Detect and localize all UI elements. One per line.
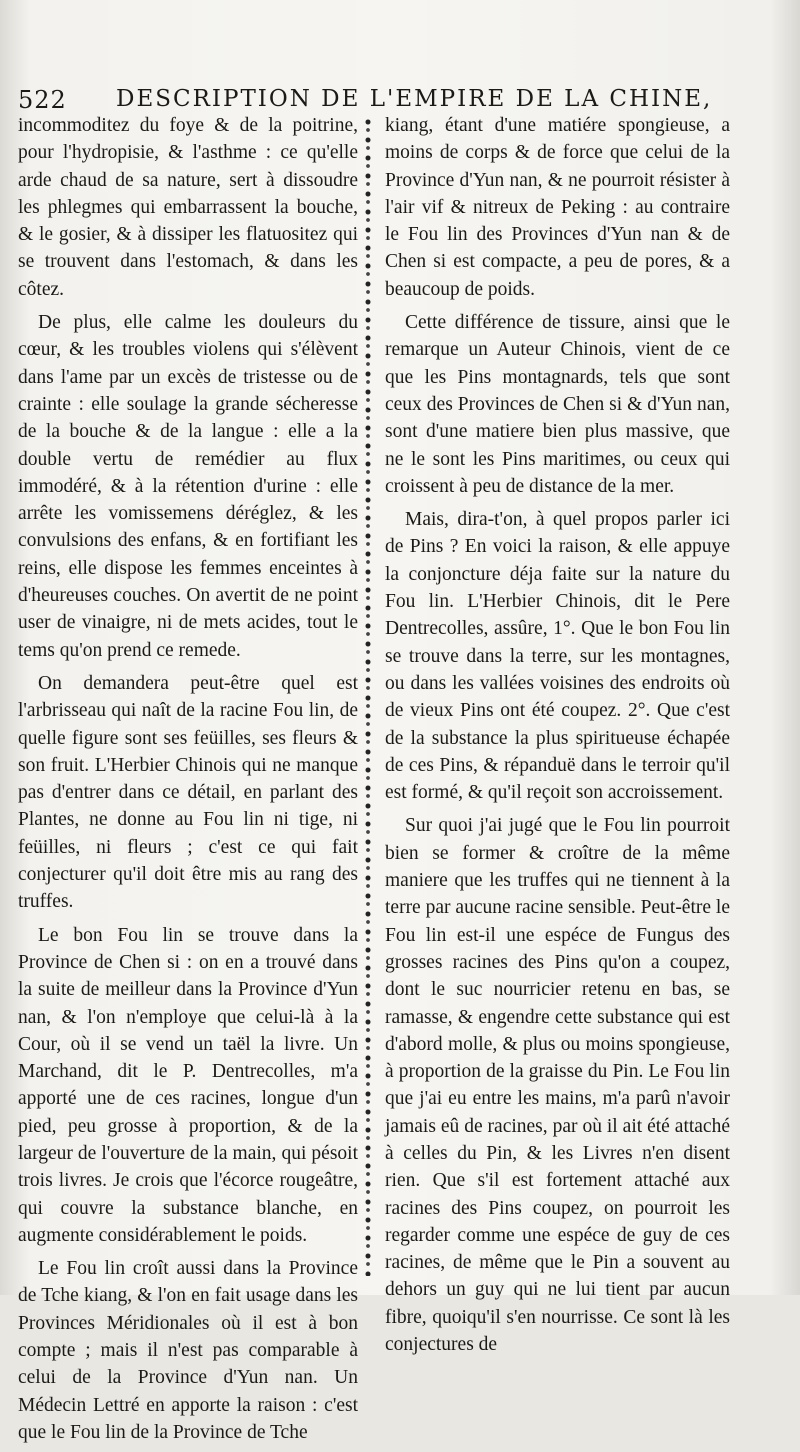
- paragraph: Mais, dira-t'on, à quel propos parler ici de Pins ? En voici la raison, & elle appuye la conjoncture déja faite sur la nature du Fou lin. L'Herbier Chinois, dit le Pere Dentrecolles, assûre, 1°. Que le bon Fou lin se trouve dans la terre, sur les montagnes, ou dans les vallées voisines des endroits où de vieux Pins ont été coupez. 2°. Que c'est de la substance la plus spiritueuse échapée de ces Pins, & répanduë dans le terroir qu'il est formé, & qu'il reçoit son accroissement.: [385, 509, 730, 804]
- left-column: [18, 112, 358, 1452]
- running-title: DESCRIPTION DE L'EMPIRE DE LA CHINE,: [116, 86, 713, 112]
- paragraph: Sur quoi j'ai jugé que le Fou lin pourroit bien se former & croître de la même maniere que les truffes qui ne tiennent à la terre par aucune racine sensible. Peut-être le Fou lin est-il une espéce de Fungus des grosses racines des Pins qu'on a coupez, dont le suc nourricier retenu en bas, se ramasse, & engendre cette substance qui est d'abord molle, & plus ou moins spongieuse, à proportion de la graisse du Pin. Le Fou lin que j'ai eu entre les mains, m'a parû n'avoir jamais eû de racines, par où il ait été attaché à celles du Pin, & les Livres n'en disent rien. Que s'il est fortement attaché aux racines des Pins coupez, on pourroit les regarder comme une espéce de guy de ces racines, de même que le Pin a souvent au dehors un guy qui ne lui tient par aucun fibre, quoiqu'il s'en nourrisse. Ce sont là les conjectures de: [385, 815, 730, 1356]
- page-number: 522: [18, 86, 67, 114]
- paragraph: Cette différence de tissure, ainsi que le remarque un Auteur Chinois, vient de ce que les Pins montagnards, tels que sont ceux des Provinces de Chen si & d'Yun nan, sont d'une matiere bien plus massive, que ne le sont les Pins maritimes, ou ceux qui croissent à peu de distance de la mer.: [385, 312, 730, 497]
- paragraph: Le Fou lin croît aussi dans la Province de Tche kiang, & l'on en fait usage dans les Provinces Méridionales où il est à bon compte ; mais il n'est pas comparable à celui de la Province d'Yun nan. Un Médecin Lettré en apporte la raison : c'est que le Fou lin de la Province de Tche: [18, 1258, 358, 1443]
- paragraph: On demandera peut-être quel est l'arbrisseau qui naît de la racine Fou lin, de quelle figure sont ses feüilles, ses fleurs & son fruit. L'Herbier Chinois qui ne manque pas d'entrer dans ce détail, en parlant des Plantes, ne donne au Fou lin ni tige, ni feüilles, ni fleurs ; c'est ce qui fait conjecturer qu'il doit être mis au rang des truffes.: [18, 672, 358, 913]
- right-column: [385, 112, 730, 1364]
- paragraph: kiang, étant d'une matiére spongieuse, a moins de corps & de force que celui de la Province d'Yun nan, & ne pourroit résister à l'air vif & nitreux de Peking : au contraire le Fou lin des Provinces d'Yun nan & de Chen si est compacte, a peu de pores, & a beaucoup de poids.: [385, 115, 730, 300]
- paragraph: incommoditez du foye & de la poitrine, pour l'hydropisie, & l'asthme : ce qu'elle arde chaud de sa nature, sert à dissoudre les phlegmes qui embarrassent la bouche, & le gosier, & à dissiper les flatuositez qui se trouvent dans l'estomach, & dans les côtez.: [18, 115, 358, 300]
- paragraph: De plus, elle calme les douleurs du cœur, & les troubles violens qui s'élèvent dans l'ame par un excès de tristesse ou de crainte : elle soulage la grande sécheresse de la bouche & de la langue : elle a la double vertu de remédier au flux immodéré, & à la rétention d'urine : elle arrête les vomissemens déréglez, & les convulsions des enfans, & en fortifiant les reins, elle dispose les femmes enceintes à d'heureuses couches. On avertit de ne point user de vinaigre, ni de mets acides, tout le tems qu'on prend ce remede.: [18, 312, 358, 661]
- ornamental-column-divider: [361, 116, 375, 1276]
- paragraph: Le bon Fou lin se trouve dans la Province de Chen si : on en a trouvé dans la suite de meilleur dans la Province d'Yun nan, & l'on n'employe que celui-là à la Cour, où il se vend un taël la livre. Un Marchand, dit le P. Dentrecolles, m'a apporté une de ces racines, longue d'un pied, peu grosse à proportion, & de la largeur de l'ouverture de la main, qui pésoit trois livres. Je crois que l'écorce rougeâtre, qui couvre la substance blanche, en augmente considérablement le poids.: [18, 924, 358, 1246]
